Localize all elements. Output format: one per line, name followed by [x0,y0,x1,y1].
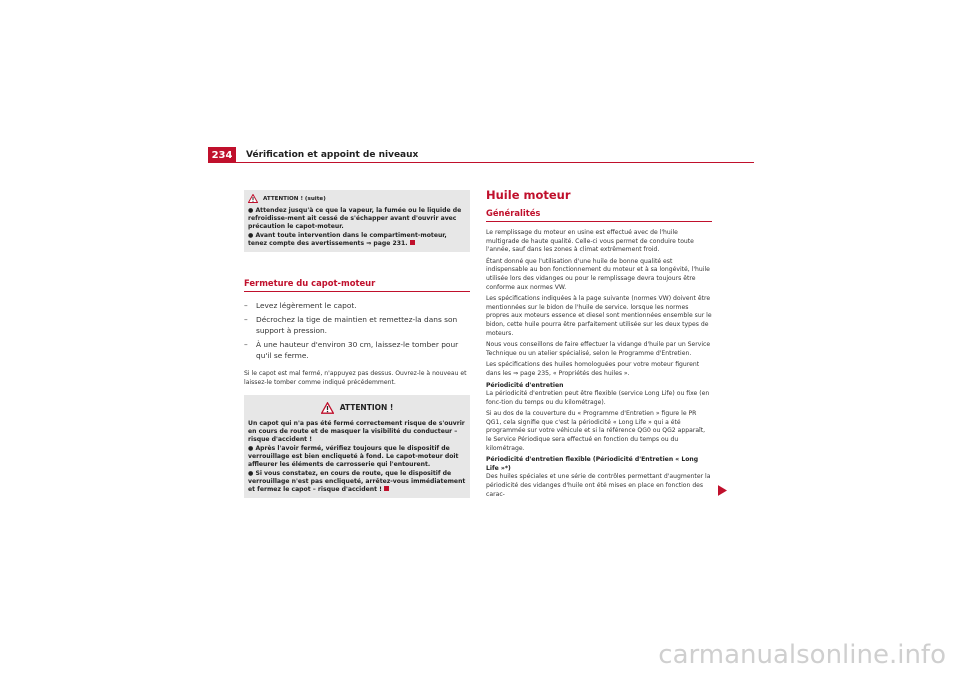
warning-bullet: ● Avant toute intervention dans le compartiment-moteur, tenez compte des avertissements ⇒ page 231. [248,232,447,247]
steps-list [244,300,470,361]
warning-continued-header [248,194,466,203]
step-item: – Levez légèrement le capot. [244,301,357,310]
maintenance-block: Périodicité d'entretien La périodicité d'entretien peut être flexible (service Long Life) ou fixe (en fonc-tion du temps ou du kilométrage). [486,381,710,406]
warning-continued-title: ATTENTION ! (suite) [263,195,326,202]
page-number: 234 [208,147,236,163]
right-column [486,188,712,499]
warning-header [248,399,466,420]
maintenance-label: Périodicité d'entretien [486,381,564,389]
body-paragraph: Les spécifications indiquées à la page suivante (normes VW) doivent être mentionnées sur le bidon de l'huile de service. lorsque les normes propres aux moteurs essence et diesel sont mentionnées ensemble sur le bidon, cette huile pourra être parfaitement utilisée sur les deux types de moteurs. [486,295,712,337]
warning-bullet: ● Après l'avoir fermé, vérifiez toujours que le dispositif de verrouillage est bien encliqueté à fond. Le capot-moteur doit affleurer les éléments de carrosserie qui l'entourent. [248,445,459,468]
warning-triangle-icon [248,194,258,203]
flex-maintenance-label: Périodicité d'entretien flexible (Périodicité d'Entretien « Long Life »*) [486,456,699,472]
body-paragraph: Les spécifications des huiles homologuées pour votre moteur figurent dans les ⇒ page 235, « Propriétés des huiles ». [486,361,700,377]
warning-continued-box [244,190,470,252]
flex-maintenance-block: Périodicité d'entretien flexible (Périodicité d'Entretien « Long Life »*) Des huiles spéciales et une série de contrôles permettant d'augmenter la périodicité des vidanges d'huile ont été mises en place en fonction des carac- [486,456,711,498]
body-paragraph: Si au dos de la couverture du « Programme d'Entretien » figure le PR QG1, cela signifie que c'est la périodicité « Long Life » qui a été programmée sur votre véhicule et si la référence QG0 ou QG2 apparaît, le Service Périodique sera effectué en fonction du temps ou du kilométrage. [486,410,706,452]
warning-box [244,395,470,498]
subsection-title: Généralités [486,208,712,222]
warning-intro: Un capot qui n'a pas été fermé correctement risque de s'ouvrir en cours de route et de masquer la visibilité du conducteur – risque d'accident ! [248,420,465,443]
continue-arrow-icon [718,485,727,496]
warning-title: ATTENTION ! [339,403,394,412]
body-paragraph: Nous vous conseillons de faire effectuer la vidange d'huile par un Service Technique ou un atelier spécialisé, selon le Programme d'Entretien. [486,341,711,357]
warning-triangle-icon [321,402,334,414]
body-paragraph: Le remplissage du moteur en usine est effectué avec de l'huile multigrade de haute qualité. Celle-ci vous permet de conduire toute l'année, sauf dans les zones à climat extrêmement froid. [486,229,694,254]
section-title: Fermeture du capot-moteur [244,278,470,292]
warning-bullet: ● Attendez jusqu'à ce que la vapeur, la fumée ou le liquide de refroidisse-ment ait cessé de s'échapper avant d'ouvrir avec précaution le capot-moteur. [248,207,462,230]
warning-bullet: ● Si vous constatez, en cours de route, que le dispositif de verrouillage n'est pas encliqueté, arrêtez-vous immédiatement et fermez le capot – risque d'accident ! [248,470,466,493]
body-paragraph: Étant donné que l'utilisation d'une huile de bonne qualité est indispensable au bon fonctionnement du moteur et à sa longévité, l'huile utilisée lors des vidanges ou pour le remplissage devra toujours être conforme aux normes VW. [486,257,710,291]
watermark: carmanualsonline.info [658,640,946,670]
chapter-title: Huile moteur [486,188,571,202]
end-marker-icon [410,240,415,245]
end-marker-icon [384,486,389,491]
note-paragraph: Si le capot est mal fermé, n'appuyez pas dessus. Ouvrez-le à nouveau et laissez-le tomber comme indiqué précédemment. [244,370,467,386]
running-header: Vérification et appoint de niveaux [246,150,419,160]
step-item: – Décrochez la tige de maintien et remettez-la dans son support à pression. [244,315,458,335]
step-item: – À une hauteur d'environ 30 cm, laissez-le tomber pour qu'il se ferme. [244,340,459,360]
header-rule [208,162,754,163]
left-column [244,190,470,498]
